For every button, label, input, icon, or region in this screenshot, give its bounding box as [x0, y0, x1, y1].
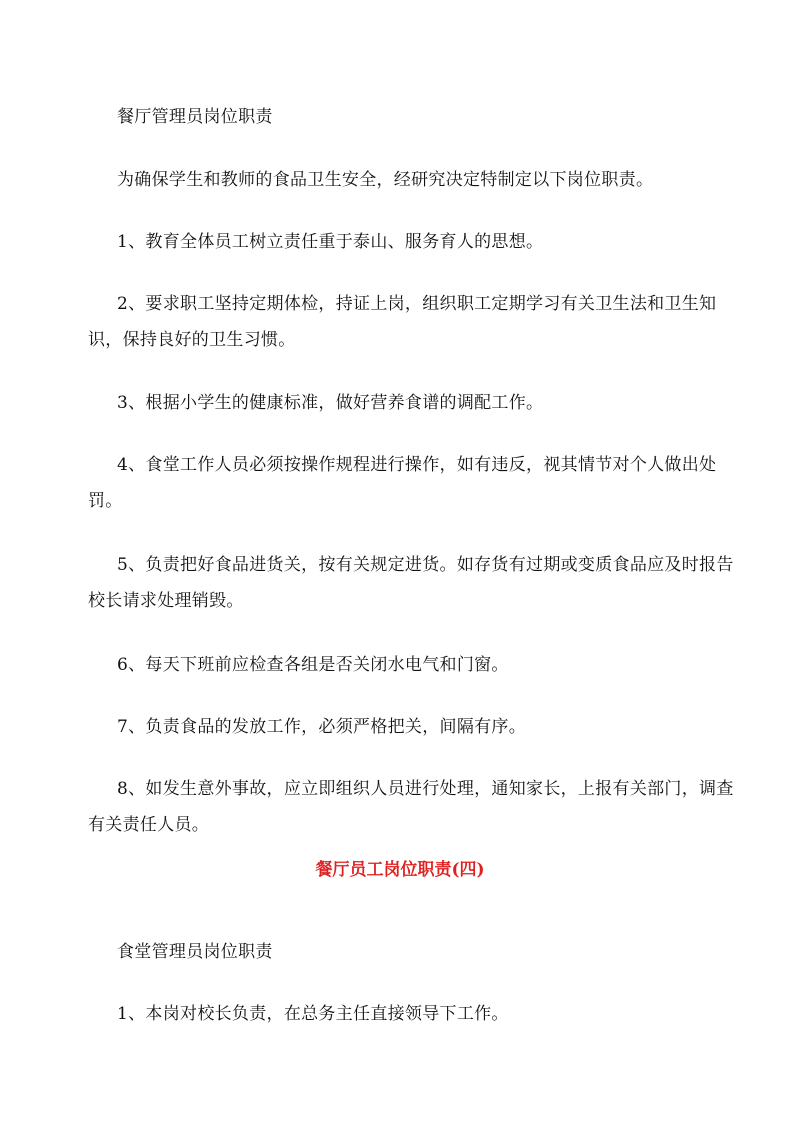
- section1-item-8: 8、如发生意外事故，应立即组织人员进行处理，通知家长，上报有关部门，调查有关责任人员。: [88, 779, 734, 835]
- section1-item-7: 7、负责食品的发放工作，必须严格把关，间隔有序。: [117, 717, 527, 737]
- section1-item-5: 5、负责把好食品进货关，按有关规定进货。如存货有过期或变质食品应及时报告校长请求处理销毁。: [88, 555, 734, 611]
- section1-item-3: 3、根据小学生的健康标准，做好营养食谱的调配工作。: [117, 393, 544, 413]
- section1-item-2: 2、要求职工坚持定期体检，持证上岗，组织职工定期学习有关卫生法和卫生知识，保持良好的卫生习惯。: [88, 294, 717, 350]
- section-heading: 餐厅员工岗位职责(四): [315, 860, 485, 880]
- section2-title: 食堂管理员岗位职责: [117, 942, 273, 962]
- section1-intro: 为确保学生和教师的食品卫生安全，经研究决定特制定以下岗位职责。: [117, 170, 654, 190]
- section2-item-1: 1、本岗对校长负责，在总务主任直接领导下工作。: [117, 1004, 509, 1024]
- section1-item-1: 1、教育全体员工树立责任重于泰山、服务育人的思想。: [117, 232, 544, 252]
- section1-title: 餐厅管理员岗位职责: [117, 107, 273, 127]
- section1-item-4: 4、食堂工作人员必须按操作规程进行操作，如有违反，视其情节对个人做出处罚。: [88, 455, 717, 511]
- section1-item-6: 6、每天下班前应检查各组是否关闭水电气和门窗。: [117, 655, 509, 675]
